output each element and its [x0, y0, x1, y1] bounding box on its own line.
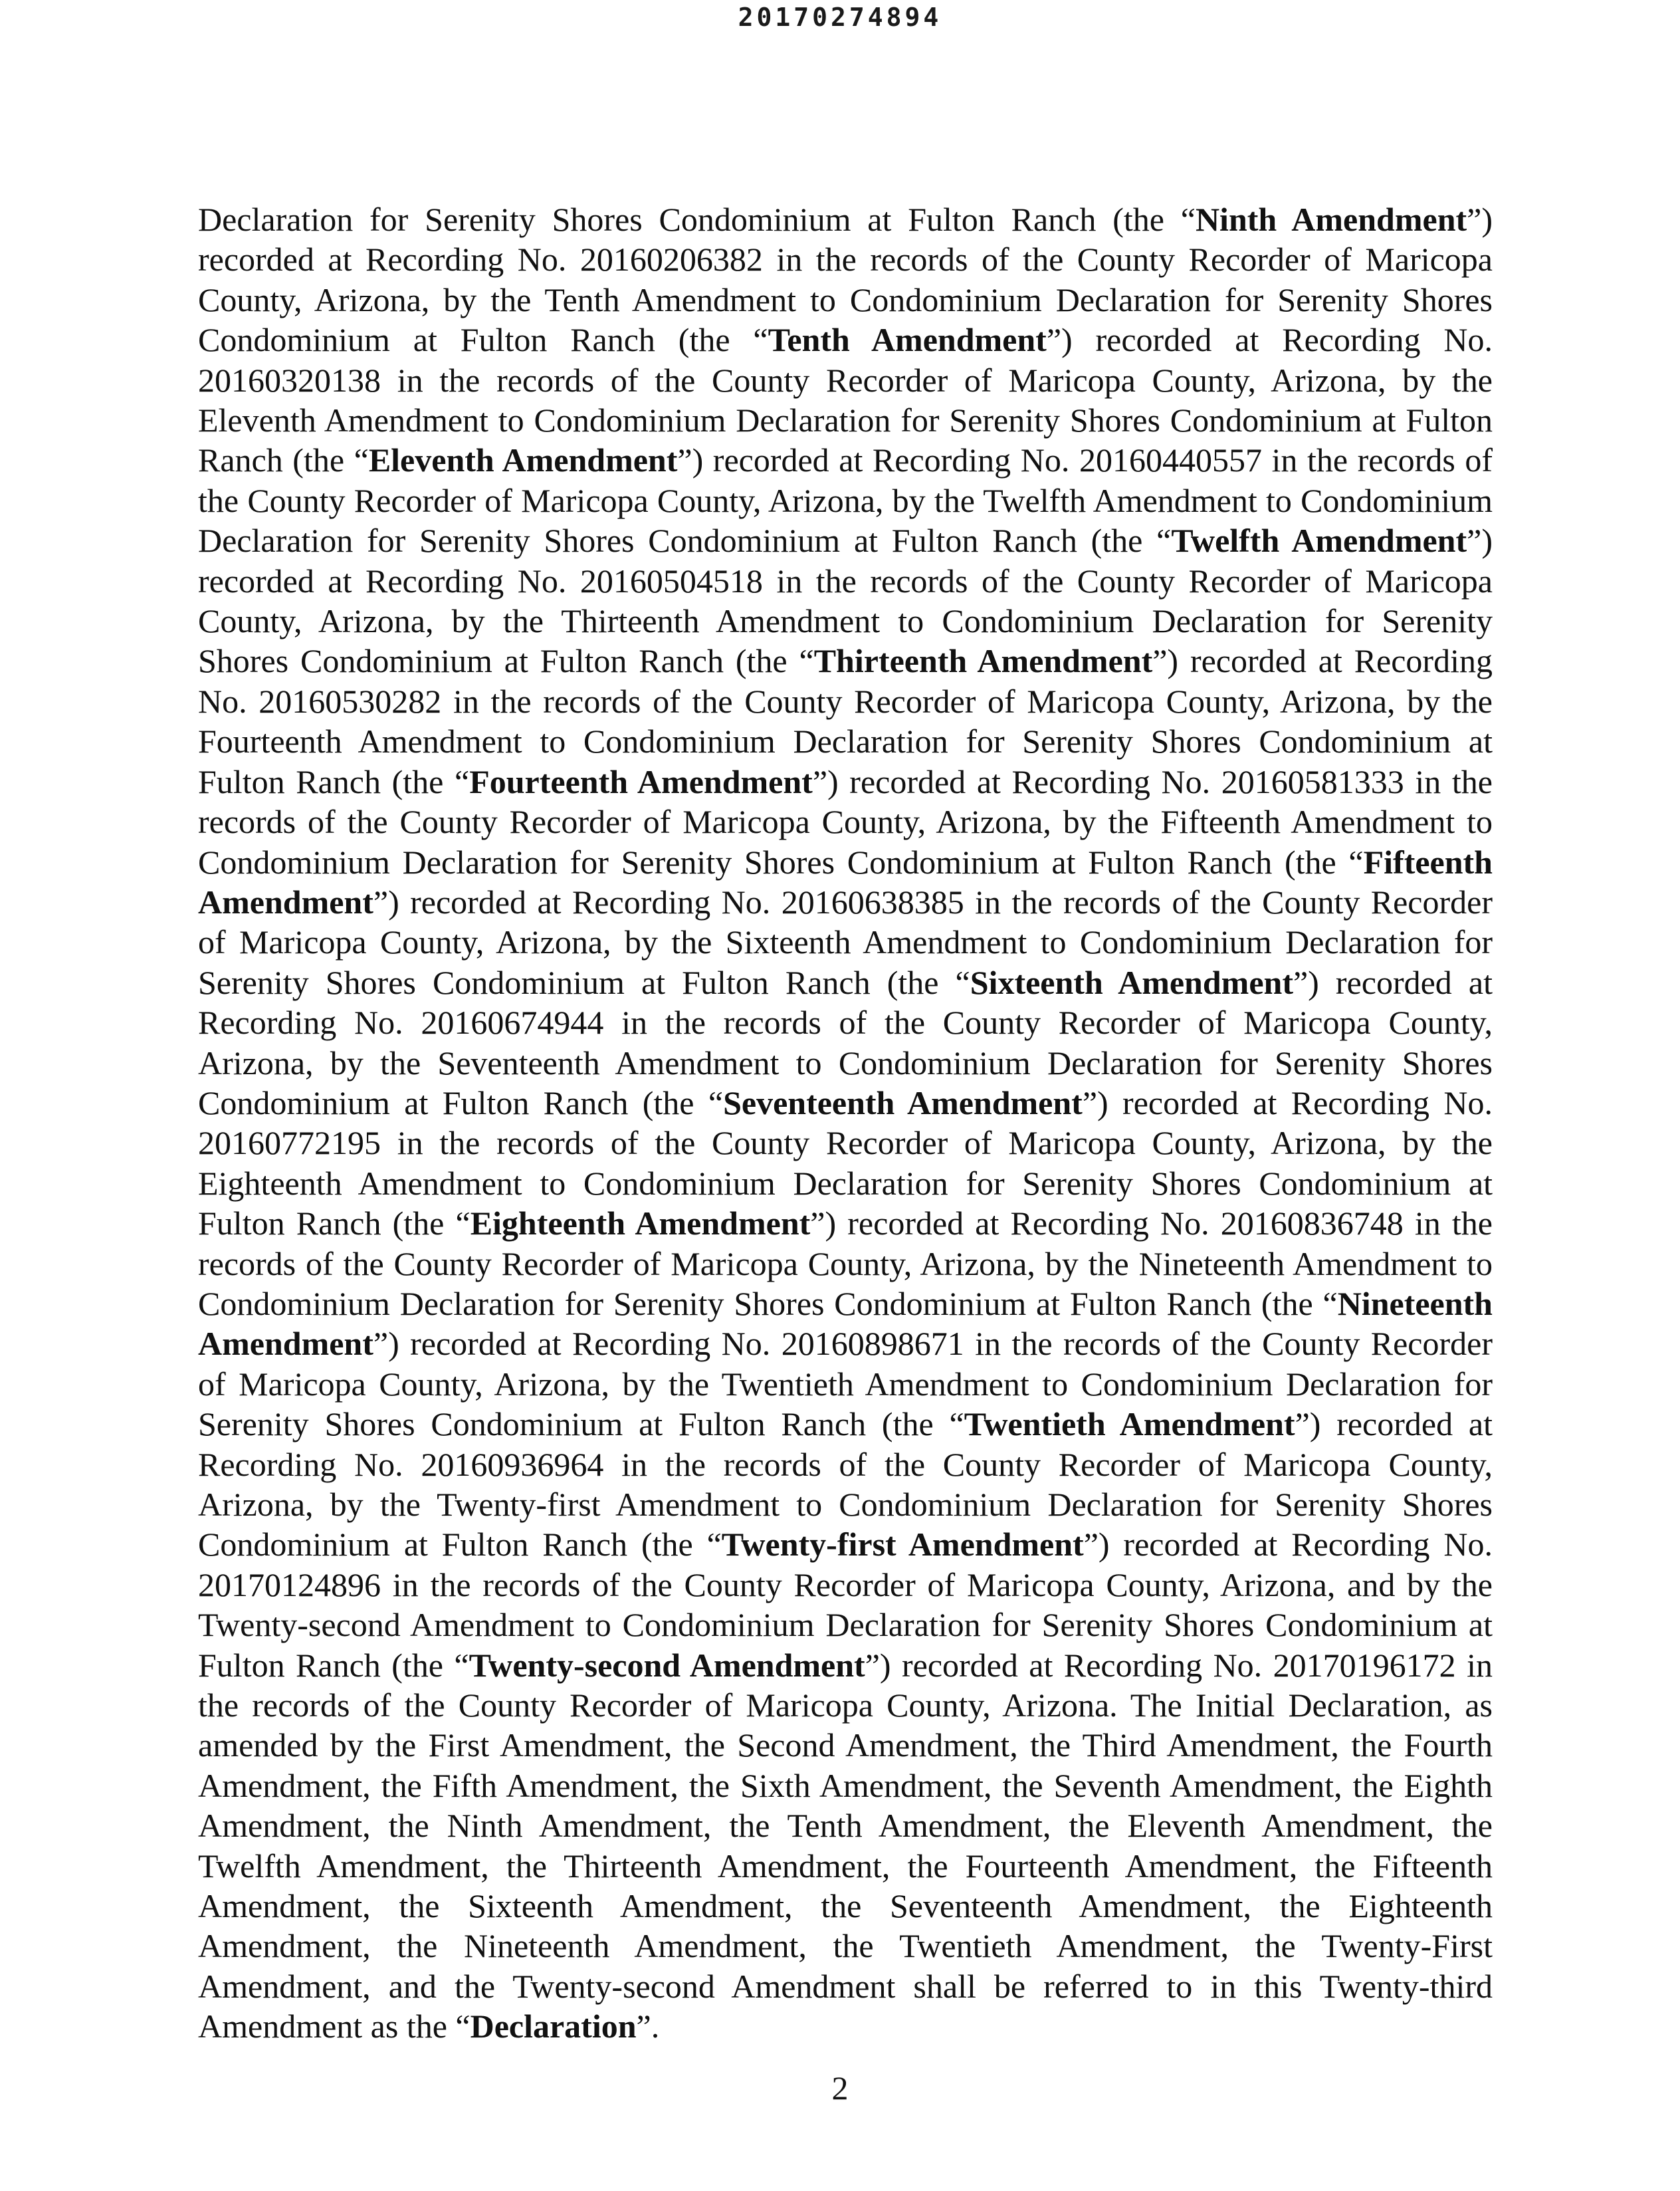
defined-term: Seventeenth Amendment: [723, 1084, 1083, 1121]
paragraph-text: ”) recorded at Recording No. 20160836748 in the records of the County Recorder of Maricopa County, Arizona, by the Nineteenth Amendment to Condominium Declaration for Serenity Shores Condominium at Fulton Ranch (the “: [198, 1205, 1493, 1322]
body-paragraph: [198, 199, 1493, 2047]
defined-term: Nineteenth Amendment: [198, 1284, 1493, 1363]
paragraph-text: ”) recorded at Recording No. 20170124896 in the records of the County Recorder of Maricopa County, Arizona, and by the Twenty-second Amendment to Condominium Declaration for Serenity Shores Condominium at Fulton Ranch (the “: [198, 1526, 1493, 1684]
paragraph-text: ”.: [636, 2008, 660, 2045]
defined-term: Tenth Amendment: [768, 321, 1047, 359]
defined-term: Ninth Amendment: [1195, 201, 1467, 238]
defined-term: Eighteenth Amendment: [470, 1205, 811, 1242]
paragraph-text: ”) recorded at Recording No. 20160530282 in the records of the County Recorder of Maricopa County, Arizona, by the Fourteenth Amendment to Condominium Declaration for Serenity Shores Condominium at Fulton Ranch (the “: [198, 642, 1493, 800]
paragraph-text: ”) recorded at Recording No. 20160638385 in the records of the County Recorder of Maricopa County, Arizona, by the Sixteenth Amendment to Condominium Declaration for Serenity Shores Condominium at Fulton Ranch (the “: [198, 883, 1493, 1001]
defined-term: Sixteenth Amendment: [970, 963, 1293, 1001]
paragraph-text: ”) recorded at Recording No. 20160504518 in the records of the County Recorder of Maricopa County, Arizona, by the Thirteenth Amendment to Condominium Declaration for Serenity Shores Condominium at Fulton Ranch (the “: [198, 522, 1493, 680]
paragraph-text: Declaration for Serenity Shores Condominium at Fulton Ranch (the “: [198, 201, 1196, 238]
defined-term: Declaration: [470, 2008, 637, 2045]
defined-term: Twenty-second Amendment: [469, 1646, 865, 1684]
paragraph-text: ”) recorded at Recording No. 20160320138 in the records of the County Recorder of Maricopa County, Arizona, by the Eleventh Amendment to Condominium Declaration for Serenity Shores Condominium at Fulton Ranch (the “: [198, 321, 1493, 479]
page-number: 2: [831, 2069, 849, 2107]
paragraph-text: ”) recorded at Recording No. 20160674944 in the records of the County Recorder of Maricopa County, Arizona, by the Seventeenth Amendment to Condominium Declaration for Serenity Shores Condominium at Fulton Ranch (the “: [198, 963, 1493, 1121]
paragraph-text: ”) recorded at Recording No. 20170196172 in the records of the County Recorder of Maricopa County, Arizona. The Initial Declaration, as amended by the First Amendment, the Second Amendment, the Third Amendment, the Fourth Amendment, the Fifth Amendment, the Sixth Amendment, the Seventh Amendment, the Eighth Amendment, the Ninth Amendment, the Tenth Amendment, the Eleventh Amendment, the Twelfth Amendment, the Thirteenth Amendment, the Fourteenth Amendment, the Fifteenth Amendment, the Sixteenth Amendment, the Seventeenth Amendment, the Eighteenth Amendment, the Nineteenth Amendment, the Twentieth Amendment, the Twenty-First Amendment, and the Twenty-second Amendment shall be referred to in this Twenty-third Amendment as the “: [198, 1646, 1493, 2045]
paragraph-text: ”) recorded at Recording No. 20160581333 in the records of the County Recorder of Maricopa County, Arizona, by the Fifteenth Amendment to Condominium Declaration for Serenity Shores Condominium at Fulton Ranch (the “: [198, 762, 1493, 881]
defined-term: Twentieth Amendment: [964, 1405, 1295, 1443]
paragraph-text: ”) recorded at Recording No. 20160440557 in the records of the County Recorder of Maricopa County, Arizona, by the Twelfth Amendment to Condominium Declaration for Serenity Shores Condominium at Fulton Ranch (the “: [198, 441, 1493, 560]
defined-term: Twelfth Amendment: [1171, 522, 1467, 560]
paragraph-text: ”) recorded at Recording No. 20160898671 in the records of the County Recorder of Maricopa County, Arizona, by the Twentieth Amendment to Condominium Declaration for Serenity Shores Condominium at Fulton Ranch (the “: [198, 1325, 1493, 1443]
paragraph-text: ”) recorded at Recording No. 20160772195 in the records of the County Recorder of Maricopa County, Arizona, by the Eighteenth Amendment to Condominium Declaration for Serenity Shores Condominium at Fulton Ranch (the “: [198, 1084, 1493, 1242]
defined-term: Thirteenth Amendment: [813, 642, 1153, 680]
defined-term: Fifteenth Amendment: [198, 843, 1493, 921]
defined-term: Eleventh Amendment: [368, 441, 678, 479]
defined-term: Twenty-first Amendment: [721, 1526, 1084, 1563]
defined-term: Fourteenth Amendment: [469, 762, 813, 800]
paragraph-text: ”) recorded at Recording No. 20160936964 in the records of the County Recorder of Maricopa County, Arizona, by the Twenty-first Amendment to Condominium Declaration for Serenity Shores Condominium at Fulton Ranch (the “: [198, 1405, 1493, 1563]
document-number: 20170274894: [738, 3, 942, 32]
paragraph-text: ”) recorded at Recording No. 20160206382 in the records of the County Recorder of Maricopa County, Arizona, by the Tenth Amendment to Condominium Declaration for Serenity Shores Condominium at Fulton Ranch (the “: [198, 201, 1493, 359]
